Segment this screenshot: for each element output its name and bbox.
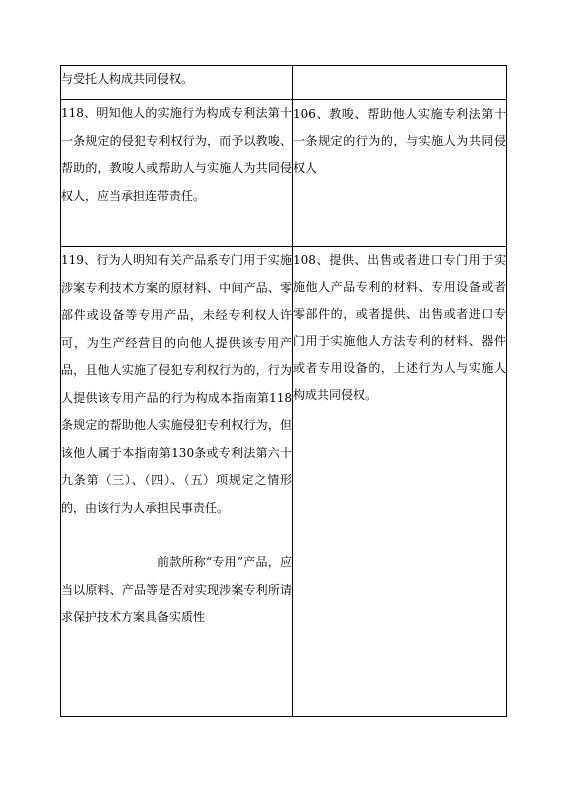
cell-text: 108、提供、出售或者进口专门用于实施他人产品专利的材料、专用设备或者零部件的，或者提供、出售或者进口专门用于实施他人方法专利的材料、器件或者专用设备的，上述行为人与实施人构成共同侵权。: [293, 253, 506, 402]
cell-text: 106、教唆、帮助他人实施专利法第十一条规定的行为的，与实施人为共同侵权人: [293, 107, 506, 175]
cell-text: 118、明知他人的实施行为构成专利法第十一条规定的侵犯专利权行为，而予以教唆、帮助的，教唆人或帮助人与实施人为共同侵权人，应当承担连带责任。: [61, 106, 292, 203]
table-row: [61, 100, 507, 247]
left-cell: [61, 247, 293, 717]
left-cell: [61, 100, 293, 247]
right-cell: [293, 100, 507, 247]
left-cell: [61, 66, 293, 100]
cell-text: 与受托人构成共同侵权。: [61, 72, 194, 86]
cell-text: 前款所称“专用”产品，应当以原料、产品等是否对实现涉案专利所请求保护技术方案具备实质性: [61, 555, 292, 624]
table-row: [61, 247, 507, 717]
right-cell: [293, 66, 507, 100]
cell-text: 119、行为人明知有关产品系专门用于实施涉案专利技术方案的原材料、中间产品、零部件或设备等专用产品，未经专利权人许可，为生产经营目的向他人提供该专用产品，且他人实施了侵犯专利权行为的，行为人提供该专用产品的行为构成本指南第118条规定的帮助他人实施侵犯专利权行为，但该他人属于本指南第130条或专利法第六十九条第（三）、（四）、（五）项规定之情形的，由该行为人承担民事责任。: [61, 253, 292, 515]
right-cell: [293, 247, 507, 717]
comparison-table: [60, 65, 507, 717]
table-row: [61, 66, 507, 100]
